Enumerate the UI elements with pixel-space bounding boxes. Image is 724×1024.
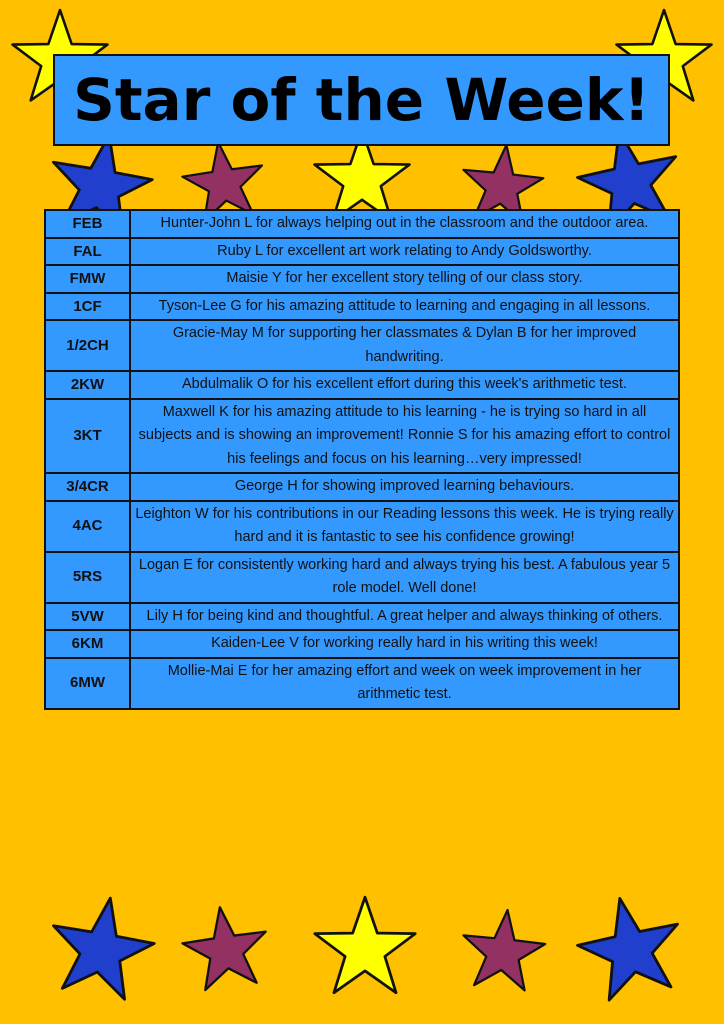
award-text: Hunter-John L for always helping out in the classroom and the outdoor area. bbox=[130, 210, 679, 238]
class-code: 5RS bbox=[45, 552, 130, 603]
class-code: FEB bbox=[45, 210, 130, 238]
blue-star-icon bbox=[575, 895, 687, 1007]
award-text: Ruby L for excellent art work relating to Andy Goldsworthy. bbox=[130, 238, 679, 266]
awards-table bbox=[44, 209, 680, 710]
maroon-star-icon bbox=[180, 905, 272, 997]
award-row bbox=[45, 371, 679, 399]
award-row bbox=[45, 210, 679, 238]
class-code: FAL bbox=[45, 238, 130, 266]
maroon-star-icon bbox=[458, 908, 548, 998]
award-row bbox=[45, 552, 679, 603]
class-code: 6KM bbox=[45, 630, 130, 658]
award-row bbox=[45, 399, 679, 474]
award-row bbox=[45, 658, 679, 709]
award-row bbox=[45, 630, 679, 658]
award-text: Abdulmalik O for his excellent effort during this week's arithmetic test. bbox=[130, 371, 679, 399]
award-text: Logan E for consistently working hard and always trying his best. A fabulous year 5 role model. Well done! bbox=[130, 552, 679, 603]
award-row bbox=[45, 238, 679, 266]
class-code: 4AC bbox=[45, 501, 130, 552]
class-code: 5VW bbox=[45, 603, 130, 631]
award-row bbox=[45, 501, 679, 552]
class-code: 6MW bbox=[45, 658, 130, 709]
award-text: Kaiden-Lee V for working really hard in his writing this week! bbox=[130, 630, 679, 658]
award-row bbox=[45, 603, 679, 631]
yellow-star-icon bbox=[310, 895, 420, 1005]
award-text: Maisie Y for her excellent story telling of our class story. bbox=[130, 265, 679, 293]
award-text: George H for showing improved learning behaviours. bbox=[130, 473, 679, 501]
award-text: Tyson-Lee G for his amazing attitude to learning and engaging in all lessons. bbox=[130, 293, 679, 321]
award-text: Lily H for being kind and thoughtful. A great helper and always thinking of others. bbox=[130, 603, 679, 631]
award-row bbox=[45, 473, 679, 501]
award-text: Maxwell K for his amazing attitude to his learning - he is trying so hard in all subjects and is showing an improvement! Ronnie S for his amazing effort to control his feelings and focus on his learning…very impressed! bbox=[130, 399, 679, 474]
award-text: Mollie-Mai E for her amazing effort and week on week improvement in her arithmetic test. bbox=[130, 658, 679, 709]
class-code: FMW bbox=[45, 265, 130, 293]
award-text: Gracie-May M for supporting her classmates & Dylan B for her improved handwriting. bbox=[130, 320, 679, 371]
award-row bbox=[45, 320, 679, 371]
class-code: 1/2CH bbox=[45, 320, 130, 371]
page-title: Star of the Week! bbox=[73, 66, 650, 134]
award-row bbox=[45, 265, 679, 293]
class-code: 3KT bbox=[45, 399, 130, 474]
title-banner bbox=[53, 54, 670, 146]
blue-star-icon bbox=[45, 895, 157, 1007]
class-code: 3/4CR bbox=[45, 473, 130, 501]
award-row bbox=[45, 293, 679, 321]
class-code: 2KW bbox=[45, 371, 130, 399]
class-code: 1CF bbox=[45, 293, 130, 321]
award-text: Leighton W for his contributions in our Reading lessons this week. He is trying really hard and it is fantastic to see his confidence growing! bbox=[130, 501, 679, 552]
awards-table-body bbox=[45, 210, 679, 709]
